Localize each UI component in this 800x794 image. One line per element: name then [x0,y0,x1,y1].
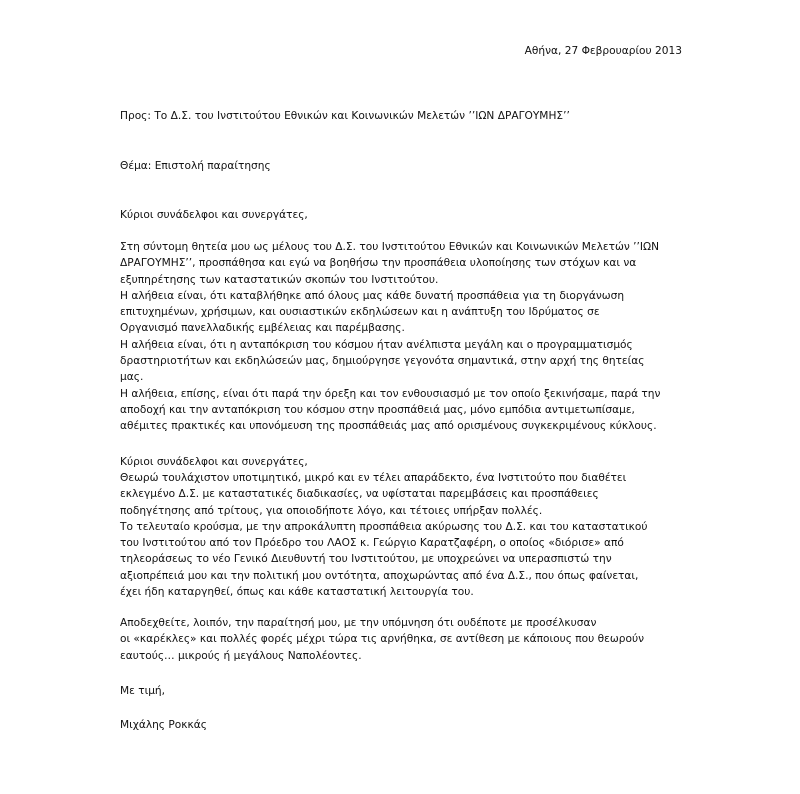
salutation [120,207,680,223]
paragraph-line: Η αλήθεια, επίσης, είναι ότι παρά την όρεξη και τον ενθουσιασμό με τον οποίο ξεκινήσαμε, παρά την [120,387,661,400]
paragraph-line: Αποδεχθείτε, λοιπόν, την παραίτησή μου, με την υπόμνηση ότι ουδέποτε με προσέλκυσαν [120,617,597,629]
salutation [120,454,680,470]
closing-text: Με τιμή, [120,685,166,697]
paragraph-line: του Ινστιτούτου από τον Πρόεδρο του ΛΑΟΣ κ. Γεώργιο Καρατζαφέρη, ο οποίος «διόρισε» από [120,537,624,550]
paragraph-line: αποδοχή και την ανταπόκριση του κόσμου στην προσπάθειά μας, μόνο εμπόδια αντιμετωπίσαμε, [120,403,635,416]
salutation-text: Κύριοι συνάδελφοι και συνεργάτες, [120,209,308,221]
paragraph-line: οι «καρέκλες» και πολλές φορές μέχρι τώρα τις αρνήθηκα, σε αντίθεση με κάποιους που θεωρούν [120,633,644,646]
paragraph-line: Οργανισμό πανελλαδικής εμβέλειας και παρέμβασης. [120,322,405,335]
paragraph-line: Θεωρώ τουλάχιστον υποτιμητικό, μικρό και εν τέλει απαράδεκτο, ένα Ινστιτούτο που διαθέτει [120,472,627,484]
signature-name: Μιχάλης Ροκκάς [120,719,207,731]
recipient-line [120,108,680,124]
subject-text: Θέμα: Επιστολή παραίτησης [120,160,271,172]
paragraph-line: τηλεοράσεως το νέο Γενικό Διευθυντή του Ινστιτούτου, με υποχρεώνει να υπερασπιστώ την [120,553,612,566]
paragraph-line: μας. [120,371,144,384]
paragraph-1 [120,239,680,435]
paragraph-line: εξυπηρέτησης των καταστατικών σκοπών του Ινστιτούτου. [120,273,439,286]
paragraph-line: αθέμιτες πρακτικές και υπονόμευση της προσπάθειάς μας από ορισμένους συγκεκριμένους κύκλους. [120,420,657,433]
signature [120,717,680,733]
paragraph-line: Το τελευταίο κρούσμα, με την απροκάλυπτη προσπάθεια ακύρωσης του Δ.Σ. και του καταστατικού [120,520,648,533]
paragraph-2 [120,470,680,600]
paragraph-line: έχει ήδη καταργηθεί, όπως και κάθε καταστατική λειτουργία του. [120,586,474,599]
paragraph-3 [120,615,680,664]
paragraph-line: δραστηριοτήτων και εκδηλώσεών μας, δημιούργησε γεγονότα σημαντικά, στην αρχή της θητείας [120,355,645,368]
subject-line [120,158,680,174]
paragraph-line: Στη σύντομη θητεία μου ως μέλους του Δ.Σ. του Ινστιτούτου Εθνικών και Κοινωνικών Μελετών ’’ΙΩΝ [120,241,659,253]
paragraph-line: Η αλήθεια είναι, ότι η ανταπόκριση του κόσμου ήταν ανέλπιστα μεγάλη και ο προγραμματισμός [120,338,633,351]
paragraph-line: επιτυχημένων, χρήσιμων, και ουσιαστικών εκδηλώσεων και η ανάπτυξη του Ιδρύματος σε [120,306,600,319]
salutation-text: Κύριοι συνάδελφοι και συνεργάτες, [120,456,308,468]
paragraph-line: εαυτούς… μικρούς ή μεγάλους Ναπολέοντες. [120,649,362,662]
paragraph-line: ποδηγέτησης από τρίτους, για οποιοδήποτε λόγο, και τέτοιες υπήρξαν πολλές. [120,504,543,517]
letter-date: Αθήνα, 27 Φεβρουαρίου 2013 [524,45,682,57]
recipient-text: Προς: Το Δ.Σ. του Ινστιτούτου Εθνικών και Κοινωνικών Μελετών ’’ΙΩΝ ΔΡΑΓΟΥΜΗΣ’’ [120,110,570,122]
closing [120,683,680,699]
paragraph-line: ΔΡΑΓΟΥΜΗΣ’’, προσπάθησα και εγώ να βοηθήσω την προσπάθεια υλοποίησης των στόχων και να [120,257,637,270]
paragraph-line: αξιοπρέπειά μου και την πολιτική μου οντότητα, αποχωρώντας από ένα Δ.Σ., που όπως φαίνεται, [120,569,639,582]
paragraph-line: Η αλήθεια είναι, ότι καταβλήθηκε από όλους μας κάθε δυνατή προσπάθεια για τη διοργάνωση [120,289,625,302]
paragraph-line: εκλεγμένο Δ.Σ. με καταστατικές διαδικασίες, να υφίσταται παρεμβάσεις και προσπάθειες [120,488,599,501]
